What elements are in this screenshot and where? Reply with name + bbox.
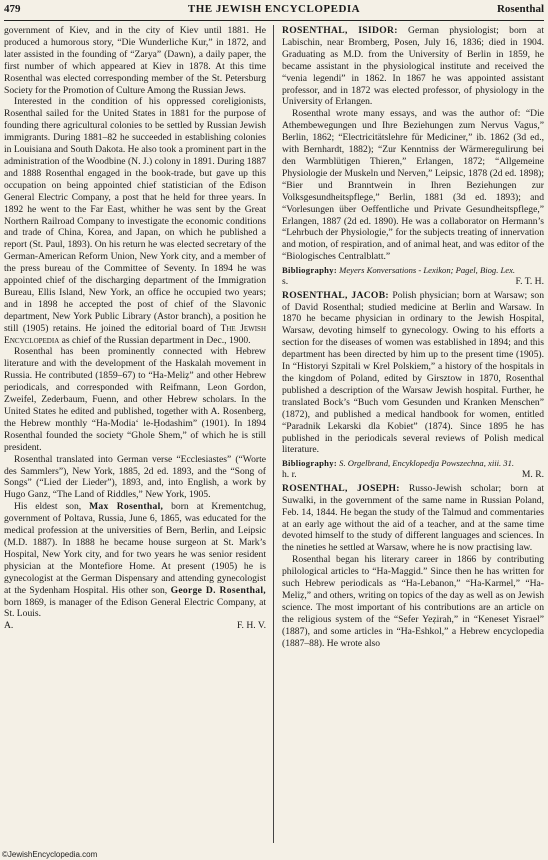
person-name-max: Max Rosenthal,	[89, 501, 164, 513]
paragraph: Rosenthal began his literary career in 1866 by contributing philological articles to “Ha-Maggid.” Since then he has written for such Hebrew periodicals as “Ha-Lebanon,” “Ha-Karmel,” “Ha-Meliẓ,” and others, writing on topics of the day as well as on Jewish science. The most important of his contributions are an article on the religious system of the “Sefer Yeẓirah,” in “Keneset Yisrael” (1887), and some articles in “Ha-Eshkol,” a Hebrew encyclopedia (1887–88). He wrote also	[282, 554, 544, 649]
signature-line: s. F. T. H.	[282, 275, 544, 287]
running-head: Rosenthal	[496, 3, 544, 15]
page-header	[4, 0, 544, 18]
paragraph: His eldest son, Max Rosenthal, born at Krementchug, government of Poltava, Russia, June 6, 1865, was educated for the medical profession at the universities of Bern, Berlin, and Leipsic (M.D. 1887). In 1888 he became house surgeon at St. Mark’s Hospital, New York city, and for two years he was senior resident physician at the Montefiore Home. At present (1905) he is gynecologist at the German Dispensary and attending gynecologist at the Sydenham Hospital. His other son, George D. Rosenthal, born 1869, is manager of the Edison General Electric Company, at St. Louis.	[4, 501, 266, 620]
entry-heading: ROSENTHAL, JACOB:	[282, 289, 389, 301]
entry-isidor: ROSENTHAL, ISIDOR: German physiologist; born at Labischin, near Bromberg, Posen, July 16, 1836; died in 1904. Graduating as M.D. from the University of Berlin in 1859, he became assistant in the physiological institute and received the “venia legendi” in 1862. In 1867 he was appointed assistant professor, and in 1872 was elected professor, of physiology in the University of Erlangen.	[282, 25, 544, 108]
left-column	[4, 25, 266, 634]
entry-heading: ROSENTHAL, ISIDOR:	[282, 25, 398, 36]
entry-jacob: ROSENTHAL, JACOB: Polish physician; born at Warsaw; son of David Rosenthal; studied medicine at Berlin and Warsaw. In 1870 he became physician in ordinary to the Jewish Hospital, Warsaw, devoting himself to gynecology. Owing to his efforts a section for the diseases of women was established in 1894; and this department has been directed by him up to the present time (1905). In “Historyi Szpitali w Krel Polskiem,” a history of the hospitals in the kingdom of Poland, edited by Girsztow in 1870, Rosenthal published a description of the Warsaw Jewish hospital. Further, he translated Bock’s “Buch vom Gesunden und Kranken Menschen” (1872), and published a medical handbook for women, entitled “Paradnik Lekarski dla Kobiet” (1874). Since 1895 he has published in the periodicals several reviews of Polish medical literature.	[282, 289, 544, 456]
footer-credit: ©JewishEncyclopedia.com	[2, 850, 98, 859]
entry-heading: ROSENTHAL, JOSEPH:	[282, 482, 400, 494]
column-divider	[273, 25, 274, 843]
encyclopedia-name: The Jewish Encyclopedia	[4, 322, 266, 346]
entry-joseph: ROSENTHAL, JOSEPH: Russo-Jewish scholar; born at Suwalki, in the government of the same name in Russian Poland, Feb. 14, 1844. He began the study of the Talmud and commentaries at an early age without the aid of a teacher, and at the same time devoted himself to the study of different languages and sciences. In the nineties he settled at Warsaw, where he is now practising law.	[282, 482, 544, 554]
right-column	[282, 25, 544, 650]
paragraph: Rosenthal has been prominently connected with Hebrew literature and with the development of the Haskalah movement in Russia. He contributed (1859–67) to “Ha-Meliẓ” and other Hebrew periodicals, and corresponded with Reifmann, Leon Gordon, Zweifel, Zederbaum, Fuenn, and other Hebrew scholars. In the United States he edited and published, together with A. Rosenberg, the Hebrew monthly “Ha-Modia‘ le-Ḥodashim” (1901). In 1894 Rosenthal founded the society “Ghole Shem,” of which he is still president.	[4, 346, 266, 453]
paragraph: Interested in the condition of his oppressed coreligionists, Rosenthal sailed for the United States in 1881 for the purpose of founding there agricultural colonies to be settled by Russian Jewish immigrants. During 1881–82 he succeeded in establishing colonies in Louisiana and South Dakota. He also took a prominent part in the administration of the Woodbine (N. J.) colony in 1891. During 1887 and 1888 Rosenthal engaged in the book-trade, but gave up this occupation on being appointed chief statistician of the Edison General Electric Company, a post that he held for three years. In 1892 he went to the Far East, whither he was sent by the Great Northern Railroad Company to investigate the economic conditions and trade of China, Korea, and Japan, on which he published a report (St. Paul, 1893). On his return he was elected secretary of the German-American Reform Union, New York city, and a member of the press bureau of the Committee of Seventy. In 1894 he was appointed chief of the discharging department of the Immigration Bureau, Ellis Island, New York, an office he occupied two years; and in 1898 he accepted the post of chief of the Slavonic department, New York Public Library (Astor branch), a position he still (1905) retains. He joined the editorial board of The Jewish Encyclopedia as chief of the Russian department in Dec., 1900.	[4, 96, 266, 346]
bibliography: Bibliography: Meyers Konversations - Lexikon; Pagel, Biog. Lex.	[282, 265, 516, 276]
page-number: 479	[4, 3, 21, 15]
signature-line: A. F. H. V.	[4, 620, 266, 632]
signature-line: h. r. M. R.	[282, 468, 544, 480]
header-rule	[4, 20, 544, 21]
person-name-george: George D. Rosenthal,	[170, 584, 266, 596]
paragraph: Rosenthal wrote many essays, and was the author of: “Die Athembewegungen und Ihre Beziehungen zum Nervus Vagus,” Berlin, 1862; “Electricitätslehre für Mediciner,” ib. 1862 (3d ed., with Bernhardt, 1882); “Zur Kenntniss der Wärmeregulirung bei den Warmblütigen Thieren,” Erlangen, 1872; “Allgemeine Physiologie der Muskeln und Nerven,” Leipsic, 1878 (2d ed. 1898); “Bier und Branntwein in Ihren Beziehungen zur Volksgesundheitspflege,” Berlin, 1881 (3d ed. 1893); and “Vorlesungen über Oeffentliche und Private Gesundheitspflege,” Erlangen, 1887 (2d ed. 1890). He was a collaborator on Hermann’s “Lehrbuch der Physiologie,” for the subjects treating of innervation and motion, of respiration, and of animal heat, and was editor of the “Biologisches Centralblatt.”	[282, 108, 544, 263]
paragraph: Rosenthal translated into German verse “Ecclesiastes” (“Worte des Sammlers”), New York, 1885, 2d ed. 1893, and the “Song of Songs” (“Lied der Lieder”), 1893, and, into English, a work by Hugo Ganz, “The Land of Riddles,” New York, 1905.	[4, 453, 266, 501]
bibliography: Bibliography: S. Orgelbrand, Encyklopedja Powszechna, xiii. 31.	[282, 458, 515, 469]
paragraph: government of Kiev, and in the city of Kiev until 1881. He produced a humorous story, “Die Wunderliche Kur,” in 1872, and later assisted in the founding of “Zarya” (Dawn), a daily paper, the first number of which appeared at Kiev in 1878. At this time Rosenthal was elected corresponding member of the St. Petersburg Society for the Promotion of Culture Among the Russian Jews.	[4, 25, 266, 96]
journal-title: THE JEWISH ENCYCLOPEDIA	[187, 3, 361, 15]
